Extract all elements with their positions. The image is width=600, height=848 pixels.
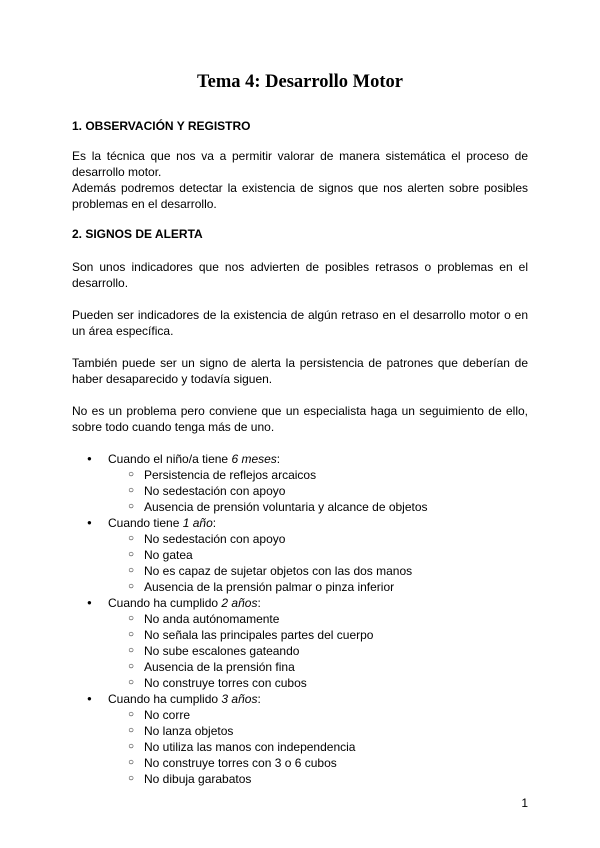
list-item: ○ No construye torres con 3 o 6 cubos <box>108 755 528 771</box>
list-item: ○ No dibuja garabatos <box>108 771 528 787</box>
list-item: ○ No utiliza las manos con independencia <box>108 739 528 755</box>
sub-list <box>108 531 528 595</box>
list-item: ○ Persistencia de reflejos arcaicos <box>108 467 528 483</box>
list-item: ○ No sube escalones gateando <box>108 643 528 659</box>
list-item: ○ No anda autónomamente <box>108 611 528 627</box>
paragraph: No es un problema pero conviene que un especialista haga un seguimiento de ello, sobre todo cuando tenga más de uno. <box>72 404 528 434</box>
list-item: ○ No sedestación con apoyo <box>108 483 528 499</box>
section-heading-observacion: 1. OBSERVACIÓN Y REGISTRO <box>72 119 251 133</box>
list-item: ○ No es capaz de sujetar objetos con las dos manos <box>108 563 528 579</box>
list-item: ○ Ausencia de la prensión fina <box>108 659 528 675</box>
document-body <box>72 118 528 787</box>
list-item: ○ No corre <box>108 707 528 723</box>
page-number: 1 <box>521 796 528 810</box>
list-item: ○ No gatea <box>108 547 528 563</box>
sub-list <box>108 611 528 691</box>
age-label: 1 año <box>182 516 213 530</box>
age-label: 2 años <box>221 596 258 610</box>
paragraph: Además podremos detectar la existencia de signos que nos alerten sobre posibles problemas en el desarrollo. <box>72 181 528 211</box>
paragraph: Son unos indicadores que nos advierten de posibles retrasos o problemas en el desarrollo. <box>72 260 528 290</box>
list-item: ○ No señala las principales partes del cuerpo <box>108 627 528 643</box>
age-label: 6 meses <box>231 452 277 466</box>
list-item: ○ Ausencia de la prensión palmar o pinza inferior <box>108 579 528 595</box>
document-title: Tema 4: Desarrollo Motor <box>196 72 404 92</box>
sub-list <box>108 707 528 787</box>
list-item: ○ No lanza objetos <box>108 723 528 739</box>
paragraph: Es la técnica que nos va a permitir valorar de manera sistemática el proceso de desarrollo motor. <box>72 149 528 179</box>
section-heading-signos: 2. SIGNOS DE ALERTA <box>72 227 203 241</box>
paragraph: También puede ser un signo de alerta la persistencia de patrones que deberían de haber desaparecido y todavía siguen. <box>72 356 528 386</box>
age-label: 3 años <box>221 692 258 706</box>
list-item: ○ No sedestación con apoyo <box>108 531 528 547</box>
list-item: ● Cuando ha cumplido 2 años: ○ No anda autónomamente ○ No señala las principales partes del cuerpo ○ No sube escalones gateando ○ Ausencia de la prensión fina ○ No construye torres con cubos <box>72 595 528 691</box>
list-item: ○ Ausencia de prensión voluntaria y alcance de objetos <box>108 499 528 515</box>
alert-signs-list <box>72 451 528 787</box>
list-item: ● Cuando el niño/a tiene 6 meses: ○ Persistencia de reflejos arcaicos ○ No sedestación con apoyo ○ Ausencia de prensión voluntaria y alcance de objetos <box>72 451 528 515</box>
paragraph: Pueden ser indicadores de la existencia de algún retraso en el desarrollo motor o en un área específica. <box>72 308 528 338</box>
sub-list <box>108 467 528 515</box>
list-item: ○ No construye torres con cubos <box>108 675 528 691</box>
list-item: ● Cuando tiene 1 año: ○ No sedestación con apoyo ○ No gatea ○ No es capaz de sujetar objetos con las dos manos ○ Ausencia de la prensión palmar o pinza inferior <box>72 515 528 595</box>
list-item: ● Cuando ha cumplido 3 años: ○ No corre ○ No lanza objetos ○ No utiliza las manos con independencia ○ No construye torres con 3 o 6 cubos ○ No dibuja garabatos <box>72 691 528 787</box>
